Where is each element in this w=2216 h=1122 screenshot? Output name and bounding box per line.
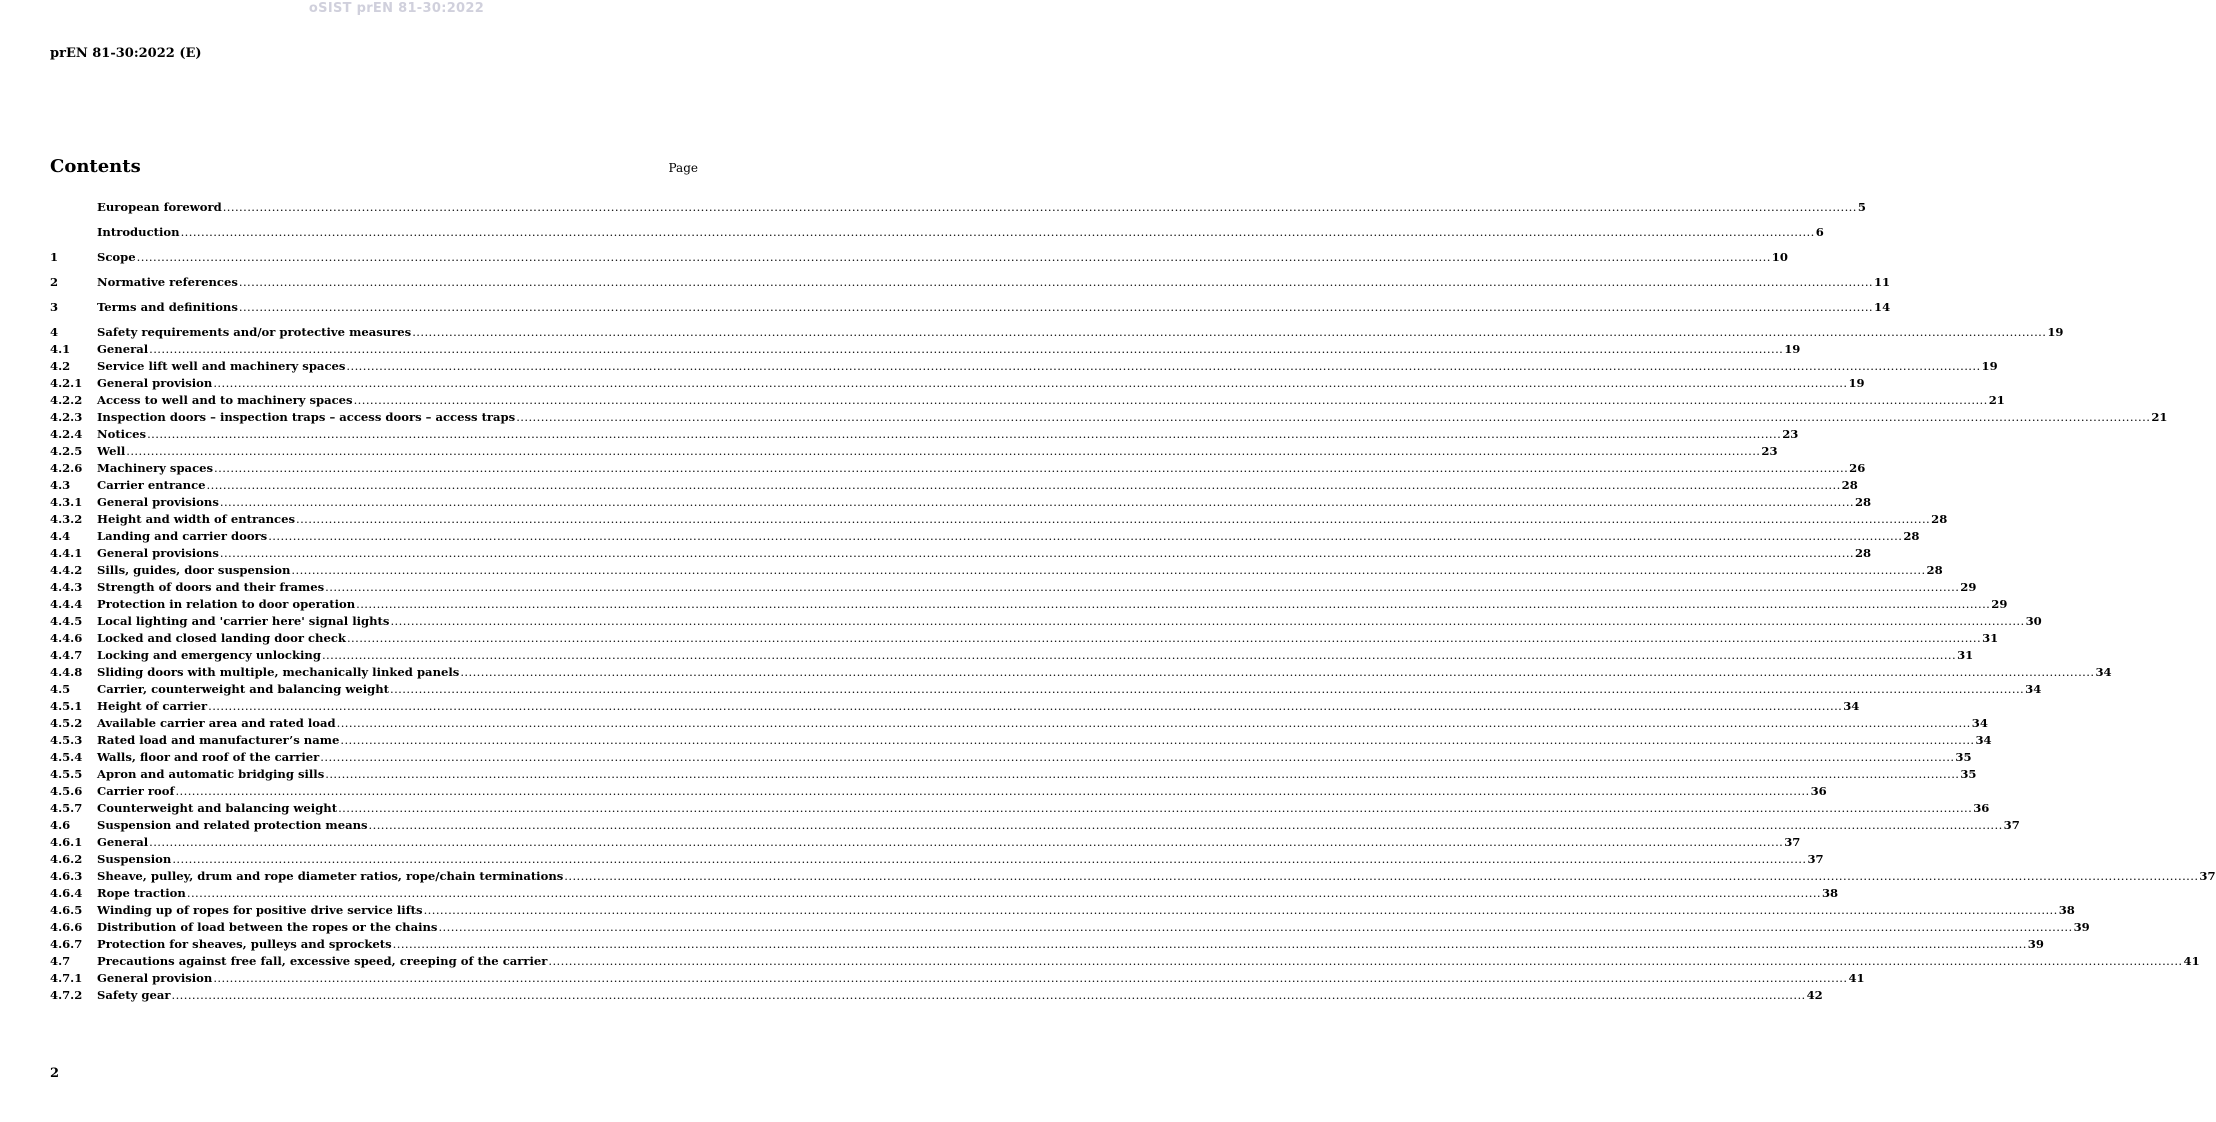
toc-entry-number: 4.7.2 [50, 988, 83, 1002]
toc-entry[interactable] [50, 885, 1839, 902]
toc-dot-leader: ................................................................................................................................................................................................................................................................................................................................................................................................................ [213, 376, 1848, 390]
toc-entry-number: 4.7.1 [50, 971, 83, 985]
toc-entry-number: 4.2.3 [50, 410, 83, 424]
toc-entry-number: 4.6.6 [50, 920, 83, 934]
toc-entry-page: 42 [1806, 988, 1823, 1002]
toc-entry[interactable] [50, 936, 2044, 953]
toc-entry-title: Height and width of entrances [97, 512, 295, 526]
toc-dot-leader: ................................................................................................................................................................................................................................................................................................................................................................................................................ [390, 682, 2025, 696]
page-column-label: Page [668, 161, 698, 175]
toc-entry-page: 37 [2003, 818, 2020, 832]
toc-entry-page: 34 [2095, 665, 2112, 679]
toc-entry-page: 19 [1848, 376, 1865, 390]
toc-entry[interactable] [50, 358, 1998, 375]
toc-entry-title: Walls, floor and roof of the carrier [97, 750, 320, 764]
toc-entry-title: Counterweight and balancing weight [97, 801, 338, 815]
toc-entry-title: Locked and closed landing door check [97, 631, 346, 645]
toc-entry-page: 34 [1975, 733, 1992, 747]
toc-entry-number: 4.6.7 [50, 937, 83, 951]
toc-entry-number: 2 [50, 275, 59, 289]
toc-entry-title: Carrier, counterweight and balancing weight [97, 682, 389, 696]
toc-dot-leader: ................................................................................................................................................................................................................................................................................................................................................................................................................ [175, 784, 1810, 798]
toc-dot-leader: ................................................................................................................................................................................................................................................................................................................................................................................................................ [346, 359, 1981, 373]
toc-entry-number: 4.2.1 [50, 376, 83, 390]
table-of-contents [50, 199, 2216, 1004]
toc-entry[interactable] [50, 199, 1866, 216]
toc-entry[interactable] [50, 511, 1948, 528]
toc-entry-number: 4.2 [50, 359, 71, 373]
toc-entry-page: 31 [1957, 648, 1974, 662]
toc-entry[interactable] [50, 868, 2216, 885]
toc-entry-title: Protection for sheaves, pulleys and sprockets [97, 937, 392, 951]
toc-dot-leader: ................................................................................................................................................................................................................................................................................................................................................................................................................ [214, 461, 1849, 475]
toc-entry[interactable] [50, 545, 1872, 562]
toc-dot-leader: ................................................................................................................................................................................................................................................................................................................................................................................................................ [296, 512, 1931, 526]
toc-entry-title: General [97, 342, 149, 356]
toc-entry[interactable] [50, 817, 2020, 834]
toc-entry-number: 4.2.5 [50, 444, 83, 458]
toc-entry-title: Height of carrier [97, 699, 208, 713]
toc-entry-number: 4.2.2 [50, 393, 83, 407]
toc-entry-number: 4.5.3 [50, 733, 83, 747]
toc-entry-number: 4.7 [50, 954, 71, 968]
toc-dot-leader: ................................................................................................................................................................................................................................................................................................................................................................................................................ [356, 597, 1991, 611]
toc-dot-leader: ................................................................................................................................................................................................................................................................................................................................................................................................................ [321, 648, 1957, 662]
toc-entry[interactable] [50, 477, 1858, 494]
toc-entry-page: 28 [1903, 529, 1920, 543]
toc-dot-leader: ................................................................................................................................................................................................................................................................................................................................................................................................................ [291, 563, 1926, 577]
toc-entry[interactable] [50, 562, 1943, 579]
toc-dot-leader: ................................................................................................................................................................................................................................................................................................................................................................................................................ [353, 393, 1988, 407]
toc-entry-title: Service lift well and machinery spaces [97, 359, 346, 373]
toc-entry-number: 4.2.4 [50, 427, 83, 441]
toc-dot-leader: ................................................................................................................................................................................................................................................................................................................................................................................................................ [438, 920, 2073, 934]
toc-dot-leader: ................................................................................................................................................................................................................................................................................................................................................................................................................ [423, 903, 2058, 917]
toc-dot-leader: ................................................................................................................................................................................................................................................................................................................................................................................................................ [368, 818, 2003, 832]
toc-entry-title: Precautions against free fall, excessive speed, creeping of the carrier [97, 954, 548, 968]
toc-entry-page: 37 [1807, 852, 1824, 866]
toc-entry-page: 19 [1784, 342, 1801, 356]
toc-entry-title: Protection in relation to door operation [97, 597, 356, 611]
toc-entry[interactable] [50, 579, 1977, 596]
toc-dot-leader: ................................................................................................................................................................................................................................................................................................................................................................................................................ [213, 971, 1848, 985]
contents-title: Contents [50, 156, 141, 177]
toc-entry-number: 4.5.7 [50, 801, 83, 815]
toc-entry-title: Safety gear [97, 988, 171, 1002]
toc-entry-page: 19 [2047, 325, 2064, 339]
toc-entry[interactable] [50, 341, 1801, 358]
toc-dot-leader: ................................................................................................................................................................................................................................................................................................................................................................................................................ [325, 767, 1960, 781]
toc-entry-title: Introduction [97, 225, 180, 239]
toc-dot-leader: ................................................................................................................................................................................................................................................................................................................................................................................................................ [171, 988, 1806, 1002]
toc-entry-title: Carrier entrance [97, 478, 206, 492]
toc-entry[interactable] [50, 274, 1891, 291]
toc-entry-page: 38 [1821, 886, 1839, 900]
toc-entry[interactable] [50, 664, 2112, 681]
toc-dot-leader: ................................................................................................................................................................................................................................................................................................................................................................................................................ [238, 300, 1874, 314]
toc-entry-number: 3 [50, 300, 59, 314]
toc-entry-number: 4 [50, 325, 59, 339]
toc-entry-number: 4.4.7 [50, 648, 83, 662]
toc-entry-number: 4.3.2 [50, 512, 83, 526]
toc-entry-title: Apron and automatic bridging sills [97, 767, 325, 781]
toc-dot-leader: ................................................................................................................................................................................................................................................................................................................................................................................................................ [149, 835, 1784, 849]
watermark: oSIST prEN 81-30:2022 [308, 1, 485, 16]
toc-entry-number: 4.5.2 [50, 716, 83, 730]
toc-entry[interactable] [50, 715, 1988, 732]
toc-entry-title: Notices [97, 427, 147, 441]
toc-entry-number: 4.6.2 [50, 852, 83, 866]
toc-entry-number: 4.5.1 [50, 699, 83, 713]
toc-entry-number: 4.4.4 [50, 597, 83, 611]
toc-dot-leader: ................................................................................................................................................................................................................................................................................................................................................................................................................ [238, 275, 1873, 289]
toc-entry-title: Suspension [97, 852, 172, 866]
toc-entry-page: 36 [1973, 801, 1990, 815]
toc-entry-page: 5 [1857, 200, 1866, 214]
toc-entry-number: 4.6.1 [50, 835, 83, 849]
toc-dot-leader: ................................................................................................................................................................................................................................................................................................................................................................................................................ [338, 801, 1973, 815]
toc-entry-title: Distribution of load between the ropes or the chains [97, 920, 438, 934]
toc-entry-page: 6 [1815, 225, 1824, 239]
toc-entry[interactable] [50, 919, 2090, 936]
toc-entry[interactable] [50, 528, 1920, 545]
toc-dot-leader: ................................................................................................................................................................................................................................................................................................................................................................................................................ [206, 478, 1841, 492]
toc-entry-page: 37 [2199, 869, 2216, 883]
toc-entry[interactable] [50, 324, 2064, 341]
toc-entry-page: 28 [1854, 495, 1872, 509]
toc-entry-title: Safety requirements and/or protective measures [97, 325, 412, 339]
toc-dot-leader: ................................................................................................................................................................................................................................................................................................................................................................................................................ [149, 342, 1784, 356]
toc-entry-title: Well [97, 444, 126, 458]
toc-entry-title: European foreword [97, 200, 222, 214]
toc-entry-page: 34 [1843, 699, 1860, 713]
toc-dot-leader: ................................................................................................................................................................................................................................................................................................................................................................................................................ [412, 325, 2047, 339]
toc-entry[interactable] [50, 970, 1865, 987]
toc-entry-page: 23 [1782, 427, 1799, 441]
toc-dot-leader: ................................................................................................................................................................................................................................................................................................................................................................................................................ [340, 733, 1975, 747]
toc-entry-number: 4.6 [50, 818, 71, 832]
toc-entry-page: 29 [1960, 580, 1977, 594]
toc-entry-title: Sliding doors with multiple, mechanically linked panels [97, 665, 460, 679]
toc-entry-title: Normative references [97, 275, 238, 289]
toc-entry-title: Terms and definitions [97, 300, 238, 314]
toc-entry-title: Rated load and manufacturer’s name [97, 733, 340, 747]
toc-entry-title: Inspection doors – inspection traps – access doors – access traps [97, 410, 516, 424]
toc-entry-title: Suspension and related protection means [97, 818, 368, 832]
toc-entry[interactable] [50, 902, 2075, 919]
toc-entry-number: 4.1 [50, 342, 71, 356]
toc-dot-leader: ................................................................................................................................................................................................................................................................................................................................................................................................................ [126, 444, 1761, 458]
toc-entry[interactable] [50, 443, 1778, 460]
toc-entry[interactable] [50, 613, 2042, 630]
toc-entry-title: Machinery spaces [97, 461, 214, 475]
toc-entry-number: 4.6.3 [50, 869, 83, 883]
toc-entry-title: Rope traction [97, 886, 186, 900]
toc-entry-page: 34 [2025, 682, 2042, 696]
toc-entry-page: 36 [1810, 784, 1827, 798]
toc-entry-page: 11 [1873, 275, 1891, 289]
toc-entry-number: 4.4.2 [50, 563, 83, 577]
toc-entry[interactable] [50, 766, 1977, 783]
toc-entry-title: Winding up of ropes for positive drive service lifts [97, 903, 423, 917]
toc-dot-leader: ................................................................................................................................................................................................................................................................................................................................................................................................................ [564, 869, 2199, 883]
toc-entry-number: 4.3 [50, 478, 71, 492]
toc-entry-page: 41 [2183, 954, 2200, 968]
toc-dot-leader: ................................................................................................................................................................................................................................................................................................................................................................................................................ [219, 546, 1854, 560]
toc-entry-page: 19 [1981, 359, 1998, 373]
toc-entry[interactable] [50, 749, 1972, 766]
toc-entry-number: 4.3.1 [50, 495, 83, 509]
toc-dot-leader: ................................................................................................................................................................................................................................................................................................................................................................................................................ [208, 699, 1843, 713]
toc-dot-leader: ................................................................................................................................................................................................................................................................................................................................................................................................................ [186, 886, 1821, 900]
toc-entry[interactable] [50, 375, 1865, 392]
toc-dot-leader: ................................................................................................................................................................................................................................................................................................................................................................................................................ [172, 852, 1807, 866]
toc-dot-leader: ................................................................................................................................................................................................................................................................................................................................................................................................................ [180, 225, 1815, 239]
toc-entry[interactable] [50, 630, 1999, 647]
toc-entry[interactable] [50, 800, 1990, 817]
toc-entry-number: 4.6.4 [50, 886, 83, 900]
toc-entry-number: 4.4.1 [50, 546, 83, 560]
toc-entry[interactable] [50, 647, 1974, 664]
toc-dot-leader: ................................................................................................................................................................................................................................................................................................................................................................................................................ [268, 529, 1903, 543]
toc-dot-leader: ................................................................................................................................................................................................................................................................................................................................................................................................................ [516, 410, 2151, 424]
toc-dot-leader: ................................................................................................................................................................................................................................................................................................................................................................................................................ [460, 665, 2095, 679]
toc-entry-title: Access to well and to machinery spaces [97, 393, 353, 407]
toc-entry-number: 4.4.6 [50, 631, 83, 645]
toc-entry[interactable] [50, 224, 1824, 241]
toc-entry[interactable] [50, 987, 1823, 1004]
toc-dot-leader: ................................................................................................................................................................................................................................................................................................................................................................................................................ [392, 937, 2027, 951]
toc-entry-title: Landing and carrier doors [97, 529, 268, 543]
toc-entry[interactable] [50, 426, 1799, 443]
toc-entry-title: Strength of doors and their frames [97, 580, 325, 594]
toc-entry[interactable] [50, 698, 1860, 715]
toc-entry[interactable] [50, 953, 2200, 970]
toc-entry[interactable] [50, 299, 1891, 316]
toc-entry[interactable] [50, 409, 2168, 426]
toc-entry-title: Scope [97, 250, 136, 264]
toc-entry-title: General provision [97, 376, 213, 390]
toc-entry-page: 35 [1955, 750, 1972, 764]
toc-entry-title: General provision [97, 971, 213, 985]
toc-dot-leader: ................................................................................................................................................................................................................................................................................................................................................................................................................ [320, 750, 1955, 764]
document-id: prEN 81-30:2022 (E) [50, 46, 202, 61]
toc-entry-page: 31 [1982, 631, 1999, 645]
toc-entry-title: Available carrier area and rated load [97, 716, 336, 730]
toc-entry[interactable] [50, 596, 2008, 613]
toc-entry-number: 4.4.3 [50, 580, 83, 594]
toc-entry-page: 28 [1841, 478, 1858, 492]
toc-entry-number: 4.5.5 [50, 767, 83, 781]
toc-entry-page: 35 [1960, 767, 1977, 781]
toc-entry-number: 4.6.5 [50, 903, 83, 917]
toc-entry-number: 4.4 [50, 529, 71, 543]
toc-entry-page: 28 [1854, 546, 1872, 560]
toc-entry[interactable] [50, 681, 2042, 698]
toc-dot-leader: ................................................................................................................................................................................................................................................................................................................................................................................................................ [147, 427, 1782, 441]
toc-entry-page: 29 [1991, 597, 2008, 611]
toc-dot-leader: ................................................................................................................................................................................................................................................................................................................................................................................................................ [346, 631, 1982, 645]
toc-entry-page: 38 [2058, 903, 2075, 917]
toc-entry-title: Carrier roof [97, 784, 175, 798]
toc-entry[interactable] [50, 783, 1827, 800]
toc-entry-number: 4.4.5 [50, 614, 83, 628]
toc-entry-page: 41 [1848, 971, 1865, 985]
toc-entry-page: 37 [1784, 835, 1801, 849]
toc-entry-page: 28 [1926, 563, 1943, 577]
toc-entry-page: 14 [1874, 300, 1891, 314]
toc-entry-page: 23 [1761, 444, 1778, 458]
toc-dot-leader: ................................................................................................................................................................................................................................................................................................................................................................................................................ [548, 954, 2183, 968]
toc-entry[interactable] [50, 851, 1824, 868]
toc-entry[interactable] [50, 834, 1801, 851]
toc-entry[interactable] [50, 392, 2005, 409]
toc-entry-title: Locking and emergency unlocking [97, 648, 321, 662]
toc-entry-title: Sheave, pulley, drum and rope diameter ratios, rope/chain terminations [97, 869, 564, 883]
toc-entry-page: 30 [2025, 614, 2042, 628]
toc-entry-page: 10 [1771, 250, 1788, 264]
toc-dot-leader: ................................................................................................................................................................................................................................................................................................................................................................................................................ [222, 200, 1857, 214]
toc-dot-leader: ................................................................................................................................................................................................................................................................................................................................................................................................................ [325, 580, 1960, 594]
toc-dot-leader: ................................................................................................................................................................................................................................................................................................................................................................................................................ [336, 716, 1971, 730]
toc-entry-title: General provisions [97, 546, 219, 560]
toc-dot-leader: ................................................................................................................................................................................................................................................................................................................................................................................................................ [219, 495, 1854, 509]
toc-entry-number: 1 [50, 250, 59, 264]
toc-entry-number: 4.4.8 [50, 665, 83, 679]
toc-entry-title: General provisions [97, 495, 219, 509]
page-number: 2 [50, 1066, 60, 1081]
toc-entry-page: 26 [1849, 461, 1866, 475]
toc-entry-number: 4.5.6 [50, 784, 83, 798]
toc-entry[interactable] [50, 732, 1992, 749]
toc-entry-page: 28 [1931, 512, 1948, 526]
toc-entry-title: Local lighting and 'carrier here' signal lights [97, 614, 390, 628]
toc-entry-page: 39 [2027, 937, 2044, 951]
toc-dot-leader: ................................................................................................................................................................................................................................................................................................................................................................................................................ [136, 250, 1771, 264]
toc-entry-page: 39 [2073, 920, 2090, 934]
toc-entry-number: 4.5.4 [50, 750, 83, 764]
toc-entry[interactable] [50, 494, 1872, 511]
toc-entry[interactable] [50, 249, 1788, 266]
toc-dot-leader: ................................................................................................................................................................................................................................................................................................................................................................................................................ [390, 614, 2025, 628]
toc-entry-page: 34 [1971, 716, 1988, 730]
toc-entry-title: Sills, guides, door suspension [97, 563, 291, 577]
toc-entry-page: 21 [1988, 393, 2005, 407]
toc-entry-title: General [97, 835, 149, 849]
toc-entry-page: 21 [2151, 410, 2168, 424]
toc-entry-number: 4.5 [50, 682, 71, 696]
toc-entry[interactable] [50, 460, 1866, 477]
toc-entry-number: 4.2.6 [50, 461, 83, 475]
